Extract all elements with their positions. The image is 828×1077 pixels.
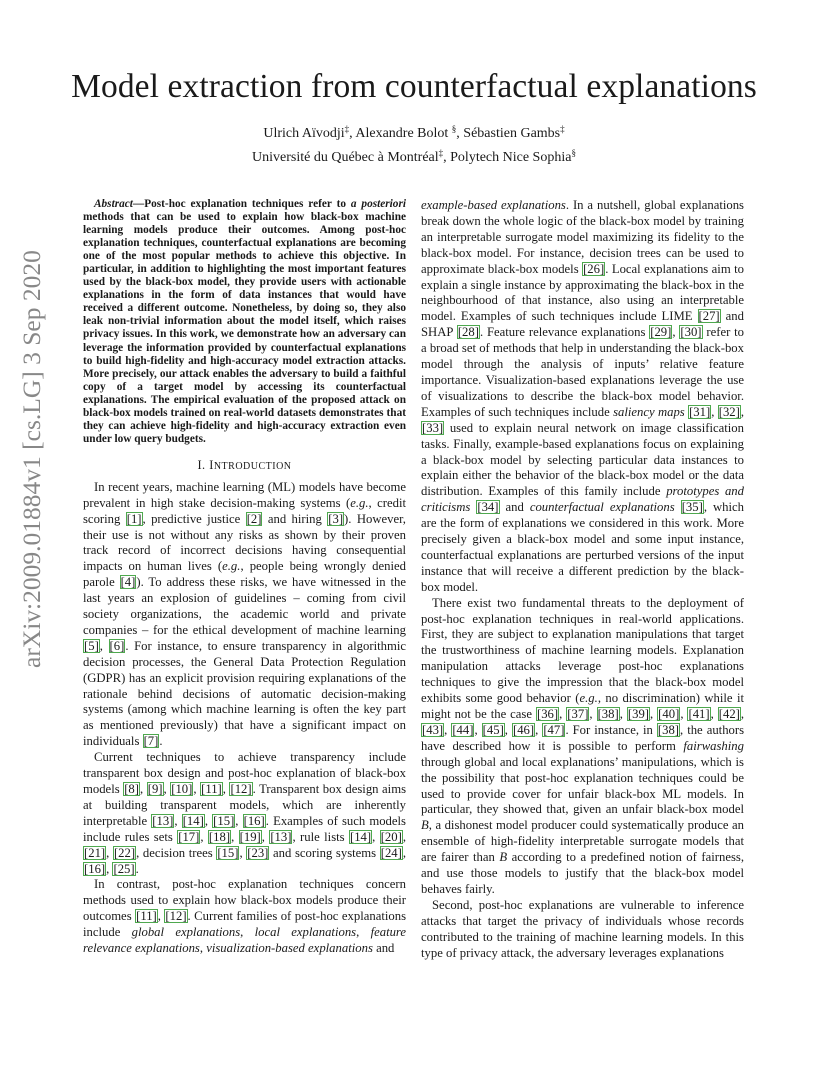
citation-link[interactable]: [8]: [124, 782, 139, 797]
body-text: ,: [235, 813, 243, 828]
body-text: ,: [372, 829, 380, 844]
body-text: ,: [444, 722, 452, 737]
citation-link[interactable]: [22]: [113, 845, 136, 860]
body-text: ,: [204, 813, 213, 828]
emphasis-text: global explanations: [131, 925, 241, 940]
emphasis-text: local explanations: [254, 925, 357, 940]
body-text: ,: [740, 404, 745, 419]
intro-paragraph: [421, 596, 744, 898]
citation-link[interactable]: [2]: [246, 511, 262, 526]
body-text: ,: [672, 325, 680, 340]
emphasis-text: prototypes and criticisms: [421, 484, 744, 515]
citation-link[interactable]: [39]: [627, 707, 650, 721]
body-text: ,: [200, 829, 208, 844]
abstract-label: Abstract: [94, 198, 133, 210]
body-text: , people being wrongly denied parole: [83, 559, 406, 590]
arxiv-id: arXiv:2009.01884v1 [cs.LG] 3 Sep 2020: [17, 250, 46, 668]
citation-link[interactable]: [25]: [113, 861, 135, 876]
body-text: In contrast, post-hoc explanation techniques concern methods used to explain how black-box models produce their outcomes: [83, 877, 406, 924]
body-text: ,: [99, 638, 109, 653]
body-text: , the authors have described how it is possible to perform: [421, 722, 745, 753]
body-text: . Current families of post-hoc explanations include: [83, 909, 407, 940]
citation-link[interactable]: [7]: [143, 734, 159, 749]
body-text: There exist two fundamental threats to the deployment of post-hoc explanation techniques in real-world applications. First, they are subject to explanation manipulations that target the trustworthiness of machine learning models. Explanation manipulation attacks leverage post-hoc explanations techniques to give the impression that the black-box model exhibits some good behavior (: [421, 595, 744, 706]
separator: ,: [349, 126, 356, 141]
paper-title: Model extraction from counterfactual explanations: [71, 68, 757, 105]
emphasis-text: B: [421, 818, 429, 833]
body-text: ,: [222, 782, 230, 797]
citation-link[interactable]: [5]: [84, 638, 99, 653]
citation-link[interactable]: [3]: [328, 511, 344, 526]
citation-link[interactable]: [26]: [583, 261, 605, 276]
affiliation: Polytech Nice Sophia: [450, 150, 572, 165]
body-text: ,: [402, 845, 407, 860]
body-text: . Examples of such models include rules sets: [83, 813, 406, 844]
body-text: ,: [157, 909, 165, 924]
left-column: [83, 198, 406, 957]
body-text: and SHAP: [421, 309, 744, 340]
body-text: ,: [261, 829, 270, 844]
emphasis-text: visualization-based explanations: [206, 941, 373, 956]
body-text: used to explain neural network on image classification tasks. Finally, example-based explanations focus on explaining a black-box model by selecting particular data instances to explain either the behavior of the black-box model or the data distribution. Examples of this family include: [421, 420, 744, 499]
emphasis-text: example-based explanations: [421, 198, 566, 212]
body-text: ,: [535, 722, 543, 737]
citation-link[interactable]: [31]: [689, 404, 711, 419]
body-text: In recent years, machine learning (ML) models have become prevalent in high stake decision-making systems (: [83, 479, 406, 510]
citation-link[interactable]: [9]: [147, 782, 163, 797]
citation-link[interactable]: [38]: [597, 707, 619, 721]
emphasis-text: e.g.: [350, 495, 369, 510]
citation-link[interactable]: [15]: [217, 845, 239, 860]
citation-link[interactable]: [14]: [182, 813, 204, 828]
section-heading: [83, 458, 406, 475]
citation-link[interactable]: [21]: [84, 845, 106, 860]
citation-link[interactable]: [4]: [120, 575, 136, 590]
body-text: . Local explanations aim to explain a single instance by approximating the black-box in the neighbourhood of that instance, also using an interpretable model. Examples of such techniques include LIME: [421, 261, 744, 324]
intro-paragraph: [83, 750, 406, 877]
affiliation-mark: §: [571, 148, 576, 158]
separator: ,: [456, 126, 464, 141]
body-text: . In a nutshell, global explanations break down the whole logic of the black-box model by training an interpretable surrogate model maximizing its fidelity to the black-box model. For instance, decision trees can be used to approximate black-box models: [421, 198, 744, 276]
citation-link[interactable]: [16]: [84, 861, 106, 876]
body-text: . For instance, in: [565, 722, 657, 737]
emphasis-text: feature relevance explanations: [83, 925, 407, 956]
citation-link[interactable]: [20]: [380, 829, 402, 844]
citation-link[interactable]: [12]: [165, 909, 187, 924]
body-text: ). However, their use is not without any risks as shown by their proven track record of incorrect decisions having consequential impacts on human lives (: [83, 511, 406, 574]
body-text: ,: [402, 829, 406, 844]
body-text: ,: [106, 845, 113, 860]
body-text: ,: [240, 925, 255, 940]
citation-link[interactable]: [46]: [512, 722, 535, 737]
citation-link[interactable]: [45]: [482, 722, 504, 737]
citation-link[interactable]: [40]: [658, 707, 680, 721]
citation-link[interactable]: [19]: [239, 829, 261, 844]
citation-link[interactable]: [44]: [452, 722, 474, 737]
citation-link[interactable]: [14]: [349, 829, 372, 844]
right-column: [421, 198, 744, 962]
body-text: —Post-hoc explanation techniques refer to: [132, 198, 351, 210]
body-text: according to a predefined notion of fairness, and use those models to justify that the black-box model behaves fairly.: [421, 850, 744, 896]
body-text: I: [209, 457, 214, 472]
body-text: , a dishonest model producer could systematically produce an ensemble of high-fidelity interpretable surrogate models that are fairer than: [421, 818, 744, 865]
emphasis-text: e.g.: [579, 691, 598, 706]
citation-link[interactable]: [35]: [681, 500, 703, 515]
citation-link[interactable]: [28]: [457, 325, 479, 340]
body-text: . Feature relevance explanations: [479, 325, 650, 340]
body-text: . For instance, to ensure transparency in algorithmic decision processes, the General Data Protection Regulation (GDPR) has an explicit provision requiring explanations of the rationale behind decisions of automatic decision-making systems (among which machine learning is often the key part as mentioned previously) that have a significant impact on individuals: [83, 638, 406, 749]
citation-link[interactable]: [13]: [270, 829, 292, 844]
body-text: ,: [356, 925, 371, 940]
body-text: Current techniques to achieve transparency include transparent box design and post-hoc explanation of black-box models: [83, 750, 406, 797]
author-list: [0, 126, 828, 142]
body-text: ,: [474, 722, 482, 737]
body-text: and: [372, 941, 395, 956]
citation-link[interactable]: [11]: [136, 909, 157, 924]
emphasis-text: e.g.: [222, 559, 241, 574]
emphasis-text: counterfactual explanations: [529, 500, 675, 515]
citation-link[interactable]: [38]: [657, 722, 680, 737]
affiliation-mark: ‡: [344, 124, 350, 134]
body-text: refer to a broad set of methods that help in understanding the black-box model through the analysis of inputs’ relative feature importance. Visualization-based explanations leverage the use of visualizations to describe the black-box model behavior. Examples of such techniques include: [421, 325, 745, 419]
body-text: through global and local explanations’ manipulations, which is the possibility that post-hoc explanation techniques could be used to provide cover for unfair black-box ML models. In particular, they showed that, given an unfair black-box model: [421, 754, 744, 817]
body-text: ,: [106, 861, 113, 876]
body-text: ,: [559, 707, 567, 721]
body-text: and: [499, 500, 530, 515]
citation-link[interactable]: [42]: [718, 707, 740, 721]
body-text: ,: [711, 404, 718, 419]
author-name: Sébastien Gambs: [463, 126, 561, 141]
body-text: ,: [680, 707, 688, 721]
body-text: methods that can be used to explain how black-box machine learning models produce their outcomes. Among post-hoc explanation techniques, counterfactual explanations are becoming one of the most popular methods to achieve this objective. In particular, in addition to highlighting the most important features used by the black-box model, they provide users with actionable explanations in the form of data instances that would have received a different outcome. Nonetheless, by doing so, they also leak non-trivial information about the model itself, which raises privacy issues. In this work, we demonstrate how an adversary can leverage the information provided by counterfactual explanations to build high-fidelity and high-accuracy model extraction attacks. More precisely, our attack enables the adversary to build a faithful copy of a target model by accessing its counterfactual explanations. The empirical evaluation of the proposed attack on black-box models trained on real-world datasets demonstrates that they can achieve high-fidelity and high-accuracy extraction even under low query budgets.: [83, 211, 406, 445]
body-text: ,: [163, 782, 171, 797]
body-text: and scoring systems: [269, 845, 380, 860]
body-text: Second, post-hoc explanations are vulnerable to inference attacks that target the privacy of individuals whose records contributed to the training of machine learning models. In this type of privacy attack, the adversary leverages explanations: [421, 897, 744, 960]
intro-paragraph: [83, 480, 406, 750]
citation-link[interactable]: [29]: [650, 325, 672, 340]
citation-link[interactable]: [10]: [171, 782, 193, 797]
body-text: ,: [239, 845, 247, 860]
body-text: ,: [199, 941, 207, 956]
citation-link[interactable]: [23]: [247, 845, 269, 860]
affiliation: Université du Québec à Montréal: [252, 150, 439, 165]
body-text: ,: [619, 707, 627, 721]
citation-link[interactable]: [34]: [477, 500, 499, 515]
citation-link[interactable]: [33]: [422, 420, 444, 435]
body-text: ,: [231, 829, 239, 844]
body-text: a posteriori: [350, 198, 406, 210]
separator: ,: [443, 150, 451, 165]
emphasis-text: saliency maps: [613, 404, 685, 419]
citation-link[interactable]: [17]: [178, 829, 200, 844]
body-text: ,: [193, 782, 201, 797]
affiliation-mark: ‡: [438, 148, 444, 158]
intro-paragraph: [83, 877, 406, 957]
emphasis-text: fairwashing: [683, 738, 744, 753]
body-text: .: [159, 734, 163, 749]
citation-link[interactable]: [12]: [230, 782, 252, 797]
body-text: ). To address these risks, we have witnessed in the last years an explosion of guidelines – coming from civil society organizations, the academic world and private companies – for the ethical development of machine learning: [83, 575, 406, 637]
citation-link[interactable]: [18]: [208, 829, 231, 844]
body-text: ,: [650, 707, 658, 721]
citation-link[interactable]: [6]: [109, 638, 125, 653]
body-text: ,: [504, 722, 512, 737]
intro-paragraph: [421, 898, 744, 962]
citation-link[interactable]: [11]: [201, 782, 222, 797]
intro-paragraph: [421, 198, 744, 596]
citation-link[interactable]: [43]: [422, 722, 444, 737]
body-text: and hiring: [262, 511, 328, 526]
body-text: , rule lists: [292, 829, 349, 844]
citation-link[interactable]: [41]: [688, 707, 710, 721]
citation-link[interactable]: [13]: [152, 813, 174, 828]
body-text: ,: [589, 707, 597, 721]
author-name: Ulrich Aïvodji: [263, 126, 345, 141]
body-text: , which are the form of explanations we considered in this work. More precisely given a black-box model and some input instance, counterfactual explanations are perturbed versions of the input instance that will receive a different prediction by the black-box model.: [421, 500, 745, 594]
body-text: , no discrimination) while it might not be the case: [421, 691, 744, 721]
citation-link[interactable]: [1]: [126, 511, 142, 526]
body-text: ,: [710, 707, 718, 721]
body-text: ,: [140, 782, 147, 797]
citation-link[interactable]: [36]: [536, 707, 559, 721]
affiliation-mark: ‡: [560, 124, 565, 134]
body-text: ,: [740, 707, 745, 721]
citation-link[interactable]: [27]: [698, 309, 720, 324]
citation-link[interactable]: [47]: [543, 722, 565, 737]
affiliation-list: [0, 150, 828, 166]
body-text: NTRODUCTION: [213, 460, 292, 472]
author-name: Alexandre Bolot: [355, 126, 452, 141]
citation-link[interactable]: [24]: [380, 845, 402, 860]
citation-link[interactable]: [16]: [243, 813, 265, 828]
body-text: , predictive justice: [142, 511, 246, 526]
body-text: I.: [197, 457, 210, 472]
emphasis-text: B: [499, 850, 508, 865]
affiliation-mark: §: [451, 124, 457, 134]
body-text: , credit scoring: [83, 495, 406, 526]
citation-link[interactable]: [32]: [718, 404, 740, 419]
citation-link[interactable]: [37]: [567, 707, 589, 721]
body-text: ,: [174, 813, 182, 828]
citation-link[interactable]: [30]: [680, 325, 702, 340]
body-text: .: [135, 861, 139, 876]
citation-link[interactable]: [15]: [213, 813, 235, 828]
body-text: , decision trees: [136, 845, 217, 860]
body-text: . Transparent box design aims at building transparent models, which are inherently interpretable: [83, 782, 407, 828]
abstract: [83, 198, 406, 446]
